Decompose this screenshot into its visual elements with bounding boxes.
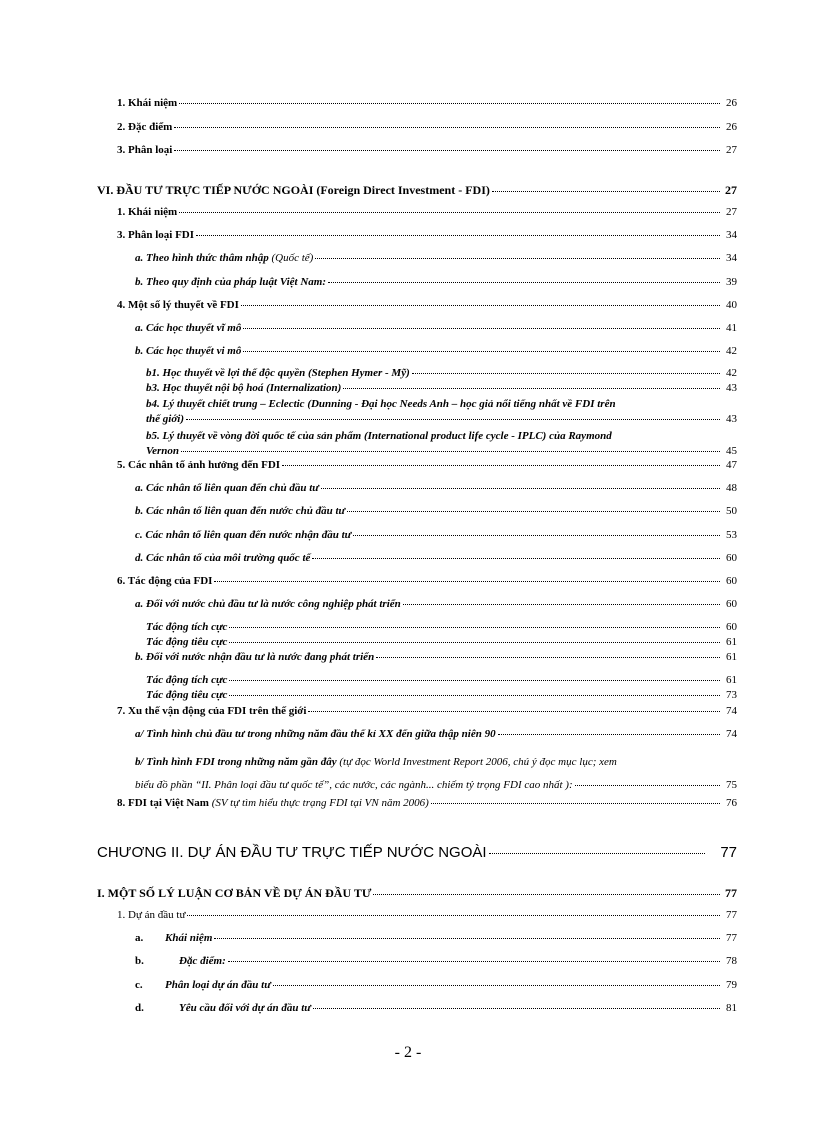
toc-entry-title: 4. Một số lý thuyết về FDI: [117, 299, 239, 311]
toc-page-number: 77: [726, 909, 737, 921]
toc-leader: [174, 150, 720, 151]
toc-entry-title: Tác động tiêu cực: [146, 636, 228, 648]
toc-entry-title: 8. FDI tại Việt Nam: [117, 797, 209, 809]
toc-leader: [312, 558, 720, 559]
toc-entry[interactable]: [135, 751, 737, 797]
toc-entry-letter: d.: [135, 1002, 144, 1014]
toc-leader: [187, 915, 720, 916]
toc-entry[interactable]: [146, 689, 737, 701]
toc-entry-title: b3. Học thuyết nội bộ hoá (Internalization): [146, 382, 342, 394]
toc-entry-title: Phân loại dự án đầu tư: [165, 979, 271, 991]
toc-entry-continuation: [146, 444, 737, 459]
toc-leader: [492, 191, 720, 192]
toc-entry[interactable]: [146, 397, 737, 427]
toc-entry[interactable]: [146, 621, 737, 633]
toc-entry[interactable]: [135, 728, 737, 740]
toc-leader: [214, 581, 720, 582]
toc-leader: [179, 212, 720, 213]
toc-page-number: 43: [726, 382, 737, 394]
toc-leader: [196, 235, 720, 236]
toc-leader: [282, 465, 720, 466]
toc-page-number: 48: [726, 482, 737, 494]
toc-page-number: 60: [726, 575, 737, 587]
toc-entry-title: a. Đối với nước chủ đầu tư là nước công nghiệp phát triển: [135, 598, 401, 610]
toc-entry-letter: c.: [135, 979, 143, 991]
toc-entry-title: VI. ĐẦU TƯ TRỰC TIẾP NƯỚC NGOÀI (Foreign Direct Investment - FDI): [97, 183, 490, 197]
toc-entry-title: b4. Lý thuyết chiết trung – Eclectic (Dunning - Đại học Needs Anh – học giả nổi tiếng nhất về FDI trên: [146, 398, 616, 410]
toc-entry[interactable]: [135, 651, 737, 663]
toc-entry[interactable]: [135, 955, 737, 967]
toc-entry-title-continued: Vernon: [146, 445, 180, 457]
toc-leader: [241, 305, 720, 306]
toc-entry[interactable]: [146, 367, 737, 379]
toc-entry[interactable]: [146, 429, 737, 459]
toc-page-number: 50: [726, 505, 737, 517]
toc-leader: [181, 451, 720, 452]
toc-chapter-heading[interactable]: [97, 844, 737, 861]
toc-page-number: 26: [726, 97, 737, 109]
toc-page-number: 27: [726, 144, 737, 156]
toc-page-number: 42: [726, 367, 737, 379]
toc-entry-title: 1. Dự án đầu tư: [117, 909, 186, 921]
toc-entry[interactable]: [117, 144, 737, 156]
toc-entry[interactable]: [135, 1002, 737, 1014]
toc-entry[interactable]: [135, 482, 737, 494]
toc-leader: [186, 419, 720, 420]
toc-page-number: 77: [720, 844, 737, 861]
toc-leader: [243, 328, 720, 329]
toc-entry[interactable]: [117, 121, 737, 133]
toc-leader: [343, 388, 720, 389]
toc-entry-title: Tác động tích cực: [146, 674, 228, 686]
toc-entry[interactable]: [117, 206, 737, 218]
toc-entry-note: (SV tự tìm hiểu thực trạng FDI tại VN năm 2006): [211, 797, 429, 809]
toc-page-number: 61: [726, 636, 737, 648]
toc-page-number: 61: [726, 674, 737, 686]
toc-entry-title: d. Các nhân tố của môi trường quốc tế: [135, 552, 311, 564]
toc-page-number: 73: [726, 689, 737, 701]
toc-leader: [412, 373, 720, 374]
toc-leader: [273, 985, 720, 986]
toc-entry-note: (tự đọc World Investment Report 2006, chú ý đọc mục lục; xem: [339, 756, 617, 768]
toc-leader: [243, 351, 720, 352]
toc-entry[interactable]: [146, 636, 737, 648]
toc-page-number: 60: [726, 552, 737, 564]
toc-page-number: 34: [726, 252, 737, 264]
toc-entry-title: 1. Khái niệm: [117, 97, 178, 109]
toc-leader: [575, 785, 720, 786]
toc-entry[interactable]: [135, 552, 737, 564]
toc-leader: [376, 657, 720, 658]
toc-leader: [179, 103, 720, 104]
toc-entry-title: 3. Phân loại: [117, 144, 173, 156]
toc-entry-title: CHƯƠNG II. DỰ ÁN ĐẦU TƯ TRỰC TIẾP NƯỚC NGOÀI: [97, 844, 487, 861]
toc-entry-letter: a.: [135, 932, 144, 944]
toc-entry[interactable]: [135, 979, 737, 991]
toc-leader: [229, 695, 720, 696]
toc-page-number: 47: [726, 459, 737, 471]
toc-leader: [403, 604, 720, 605]
toc-page-number: 74: [726, 705, 737, 717]
toc-page-number: 45: [726, 445, 737, 457]
toc-entry[interactable]: [117, 299, 737, 311]
toc-leader: [321, 488, 720, 489]
toc-page-number: 77: [726, 932, 737, 944]
toc-entry-line: [135, 751, 737, 774]
toc-leader: [229, 642, 720, 643]
toc-page-number: 27: [725, 183, 737, 197]
toc-leader: [313, 1008, 720, 1009]
toc-leader: [431, 803, 720, 804]
toc-entry-continuation: [146, 412, 737, 427]
toc-entry-title: b5. Lý thuyết về vòng đời quốc tế của sản phẩm (International product life cycle - IPLC) của Raymond: [146, 430, 612, 442]
page-number: - 2 -: [394, 1044, 422, 1061]
toc-entry[interactable]: [135, 345, 737, 357]
toc-entry-title: b. Các học thuyết vi mô: [135, 345, 242, 357]
toc-entry[interactable]: [117, 705, 737, 717]
toc-entry-title: 1. Khái niệm: [117, 206, 178, 218]
toc-page-number: 78: [726, 955, 737, 967]
toc-page-number: 60: [726, 598, 737, 610]
toc-page-number: 81: [726, 1002, 737, 1014]
toc-entry[interactable]: [117, 575, 737, 587]
toc-entry-title: b/ Tình hình FDI trong những năm gần đây: [135, 756, 337, 768]
toc-entry-title: Đặc điểm:: [179, 955, 226, 967]
toc-entry[interactable]: [117, 459, 737, 471]
toc-entry-title: 7. Xu thế vận động của FDI trên thế giới: [117, 705, 307, 717]
toc-entry-title: b. Đối với nước nhận đầu tư là nước đang phát triển: [135, 651, 375, 663]
toc-entry[interactable]: [146, 382, 737, 394]
toc-entry[interactable]: [135, 529, 737, 541]
toc-leader: [353, 535, 720, 536]
toc-entry[interactable]: [117, 229, 737, 241]
toc-entry-title: Tác động tiêu cực: [146, 689, 228, 701]
toc-page-number: 39: [726, 276, 737, 288]
toc-page-number: 40: [726, 299, 737, 311]
toc-entry-title: a. Các nhân tố liên quan đến chủ đầu tư: [135, 482, 319, 494]
toc-entry-continuation: [135, 774, 737, 797]
toc-entry-note-continued: biểu đồ phần “II. Phân loại đầu tư quốc tế”, các nước, các ngành... chiếm tỷ trọng FDI cao nhất ):: [135, 779, 573, 791]
toc-page-number: 26: [726, 121, 737, 133]
toc-entry[interactable]: [135, 598, 737, 610]
toc-entry-title: Khái niệm: [165, 932, 213, 944]
toc-leader: [228, 961, 720, 962]
toc-leader: [174, 127, 720, 128]
toc-leader: [489, 853, 706, 854]
toc-page-number: 43: [726, 413, 737, 425]
toc-page-number: 42: [726, 345, 737, 357]
toc-entry-title: I. MỘT SỐ LÝ LUẬN CƠ BẢN VỀ DỰ ÁN ĐẦU TƯ: [97, 886, 372, 900]
toc-page-number: 74: [726, 728, 737, 740]
toc-entry-letter: b.: [135, 955, 144, 967]
toc-section-heading[interactable]: [97, 183, 737, 198]
toc-entry-title: Tác động tích cực: [146, 621, 228, 633]
toc-page-number: 34: [726, 229, 737, 241]
toc-entry-title: Yêu cầu đối với dự án đầu tư: [179, 1002, 311, 1014]
toc-entry-title-continued: thế giới): [146, 413, 184, 425]
toc-entry-title: a. Các học thuyết vĩ mô: [135, 322, 242, 334]
toc-leader: [373, 894, 720, 895]
toc-entry[interactable]: [135, 505, 737, 517]
toc-page-number: 27: [726, 206, 737, 218]
toc-entry-title: 2. Đặc điểm: [117, 121, 173, 133]
toc-entry-title: 6. Tác động của FDI: [117, 575, 213, 587]
toc-entry[interactable]: [135, 322, 737, 334]
toc-entry-title: c. Các nhân tố liên quan đến nước nhận đầu tư: [135, 529, 352, 541]
toc-leader: [347, 511, 720, 512]
toc-leader: [328, 282, 720, 283]
toc-entry-title: b. Các nhân tố liên quan đến nước chủ đầu tư: [135, 505, 346, 517]
toc-entry-title: b1. Học thuyết về lợi thế độc quyền (Stephen Hymer - Mỹ): [146, 367, 410, 379]
toc-page-number: 79: [726, 979, 737, 991]
toc-leader: [315, 258, 720, 259]
toc-page-number: 76: [726, 797, 737, 809]
toc-entry-title: 3. Phân loại FDI: [117, 229, 195, 241]
toc-entry[interactable]: [135, 932, 737, 944]
toc-page-number: 53: [726, 529, 737, 541]
toc-leader: [229, 627, 720, 628]
toc-page-number: 60: [726, 621, 737, 633]
toc-entry-title: 5. Các nhân tố ảnh hưởng đến FDI: [117, 459, 281, 471]
toc-entry[interactable]: [146, 674, 737, 686]
toc-page-number: 61: [726, 651, 737, 663]
toc-entry[interactable]: [117, 909, 737, 921]
toc-page-number: 77: [725, 886, 737, 900]
toc-leader: [229, 680, 720, 681]
toc-page-number: 75: [726, 779, 737, 791]
toc-leader: [308, 711, 720, 712]
toc-entry-note: (Quốc tế): [271, 252, 314, 264]
toc-leader: [498, 734, 720, 735]
toc-entry-title: a/ Tình hình chủ đầu tư trong những năm đầu thế kỉ XX đến giữa thập niên 90: [135, 728, 496, 740]
toc-leader: [214, 938, 720, 939]
toc-entry-title: a. Theo hình thức thâm nhập: [135, 252, 269, 264]
toc-page-number: 41: [726, 322, 737, 334]
toc-entry[interactable]: [135, 276, 737, 288]
toc-entry-title: b. Theo quy định của pháp luật Việt Nam:: [135, 276, 326, 288]
toc-entry[interactable]: [135, 252, 737, 264]
toc-section-heading[interactable]: [97, 886, 737, 901]
toc-entry[interactable]: [117, 97, 737, 109]
toc-entry[interactable]: [117, 797, 737, 809]
